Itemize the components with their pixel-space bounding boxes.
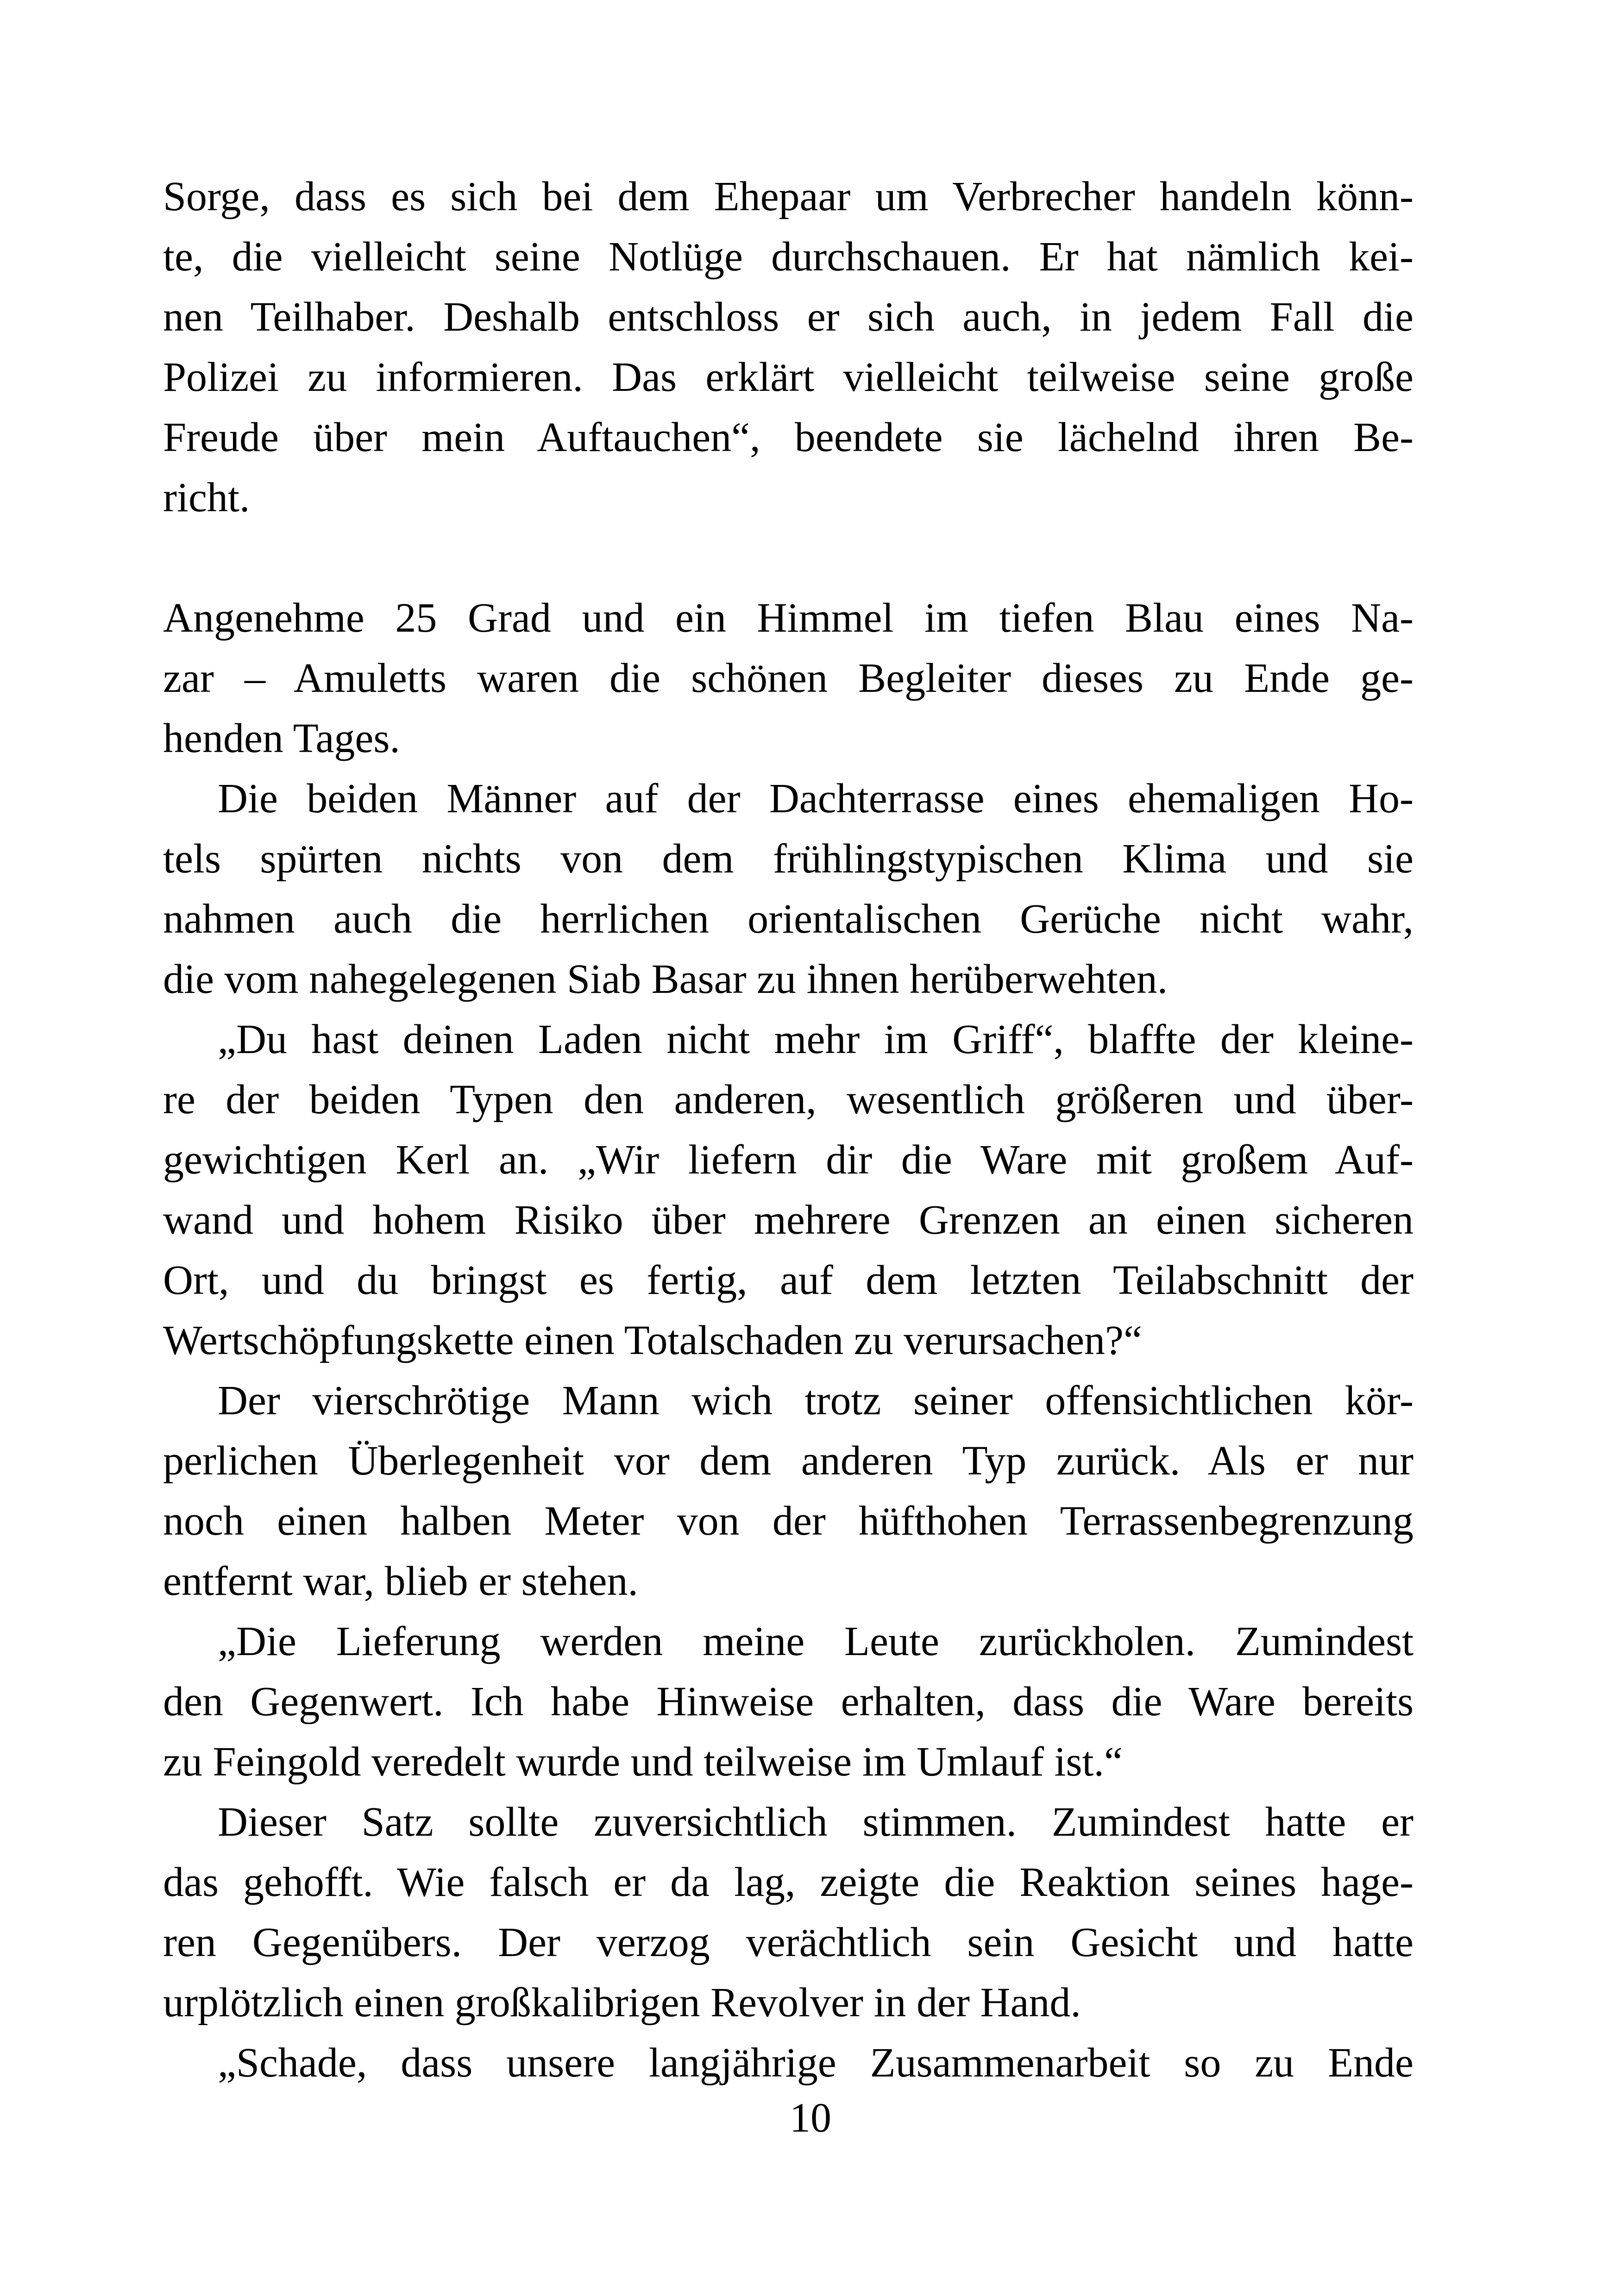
text-line: Polizei zu informieren. Das erklärt vielleicht teilweise seine große (163, 354, 1414, 400)
text-line: „Du hast deinen Laden nicht mehr im Griff“, blaffte der kleine- (218, 1016, 1414, 1062)
paragraph-2 (163, 588, 1414, 769)
paragraph-1 (163, 167, 1414, 528)
text-line: Wertschöpfungskette einen Totalschaden zu verursachen?“ (163, 1317, 1142, 1363)
paragraph-7 (163, 1792, 1414, 2033)
text-line: Dieser Satz sollte zuversichtlich stimmen. Zumindest hatte er (218, 1799, 1414, 1845)
text-line: gewichtigen Kerl an. „Wir liefern dir die Ware mit großem Auf- (163, 1137, 1414, 1183)
text-line: wand und hohem Risiko über mehrere Grenzen an einen sicheren (163, 1197, 1414, 1243)
text-line: ren Gegenübers. Der verzog verächtlich sein Gesicht und hatte (163, 1920, 1414, 1965)
paragraph-8 (163, 2033, 1414, 2093)
page-number: 10 (790, 2095, 831, 2141)
text-line: zar – Amuletts waren die schönen Begleiter dieses zu Ende ge- (163, 655, 1414, 701)
text-line: richt. (163, 475, 250, 521)
text-line: das gehofft. Wie falsch er da lag, zeigte die Reaktion seines hage- (163, 1859, 1414, 1905)
text-line: nahmen auch die herrlichen orientalischen Gerüche nicht wahr, (163, 896, 1414, 942)
text-line: Angenehme 25 Grad und ein Himmel im tiefen Blau eines Na- (163, 595, 1414, 641)
text-line: Die beiden Männer auf der Dachterrasse eines ehemaligen Ho- (218, 776, 1414, 822)
text-line: Freude über mein Auftauchen“, beendete sie lächelnd ihren Be- (163, 414, 1414, 460)
text-line: nen Teilhaber. Deshalb entschloss er sich auch, in jedem Fall die (163, 294, 1414, 340)
paragraph-5 (163, 1371, 1414, 1612)
text-line: henden Tages. (163, 715, 400, 761)
text-line: perlichen Überlegenheit vor dem anderen Typ zurück. Als er nur (163, 1438, 1414, 1484)
text-line: den Gegenwert. Ich habe Hinweise erhalten, dass die Ware bereits (163, 1679, 1414, 1725)
text-line: Der vierschrötige Mann wich trotz seiner offensichtlichen kör- (218, 1378, 1414, 1424)
text-line: „Schade, dass unsere langjährige Zusammenarbeit so zu Ende (218, 2040, 1414, 2086)
text-line: entfernt war, blieb er stehen. (163, 1558, 638, 1604)
text-line: „Die Lieferung werden meine Leute zurückholen. Zumindest (218, 1618, 1414, 1664)
text-line: Sorge, dass es sich bei dem Ehepaar um Verbrecher handeln könn- (163, 174, 1414, 220)
text-line: urplötzlich einen großkalibrigen Revolver in der Hand. (163, 1980, 1081, 2026)
paragraph-6 (163, 1612, 1414, 1792)
text-line: Ort, und du bringst es fertig, auf dem letzten Teilabschnitt der (163, 1257, 1414, 1303)
paragraph-4 (163, 1010, 1414, 1371)
text-line: te, die vielleicht seine Notlüge durchschauen. Er hat nämlich kei- (163, 234, 1414, 280)
text-line: die vom nahegelegenen Siab Basar zu ihnen herüberwehten. (163, 956, 1168, 1002)
text-line: tels spürten nichts von dem frühlingstypischen Klima und sie (163, 836, 1414, 882)
text-line: noch einen halben Meter von der hüfthohen Terrassenbegrenzung (163, 1498, 1414, 1544)
paragraph-3 (163, 769, 1414, 1010)
text-line: re der beiden Typen den anderen, wesentlich größeren und über- (163, 1077, 1414, 1123)
text-line: zu Feingold veredelt wurde und teilweise im Umlauf ist.“ (163, 1739, 1123, 1785)
